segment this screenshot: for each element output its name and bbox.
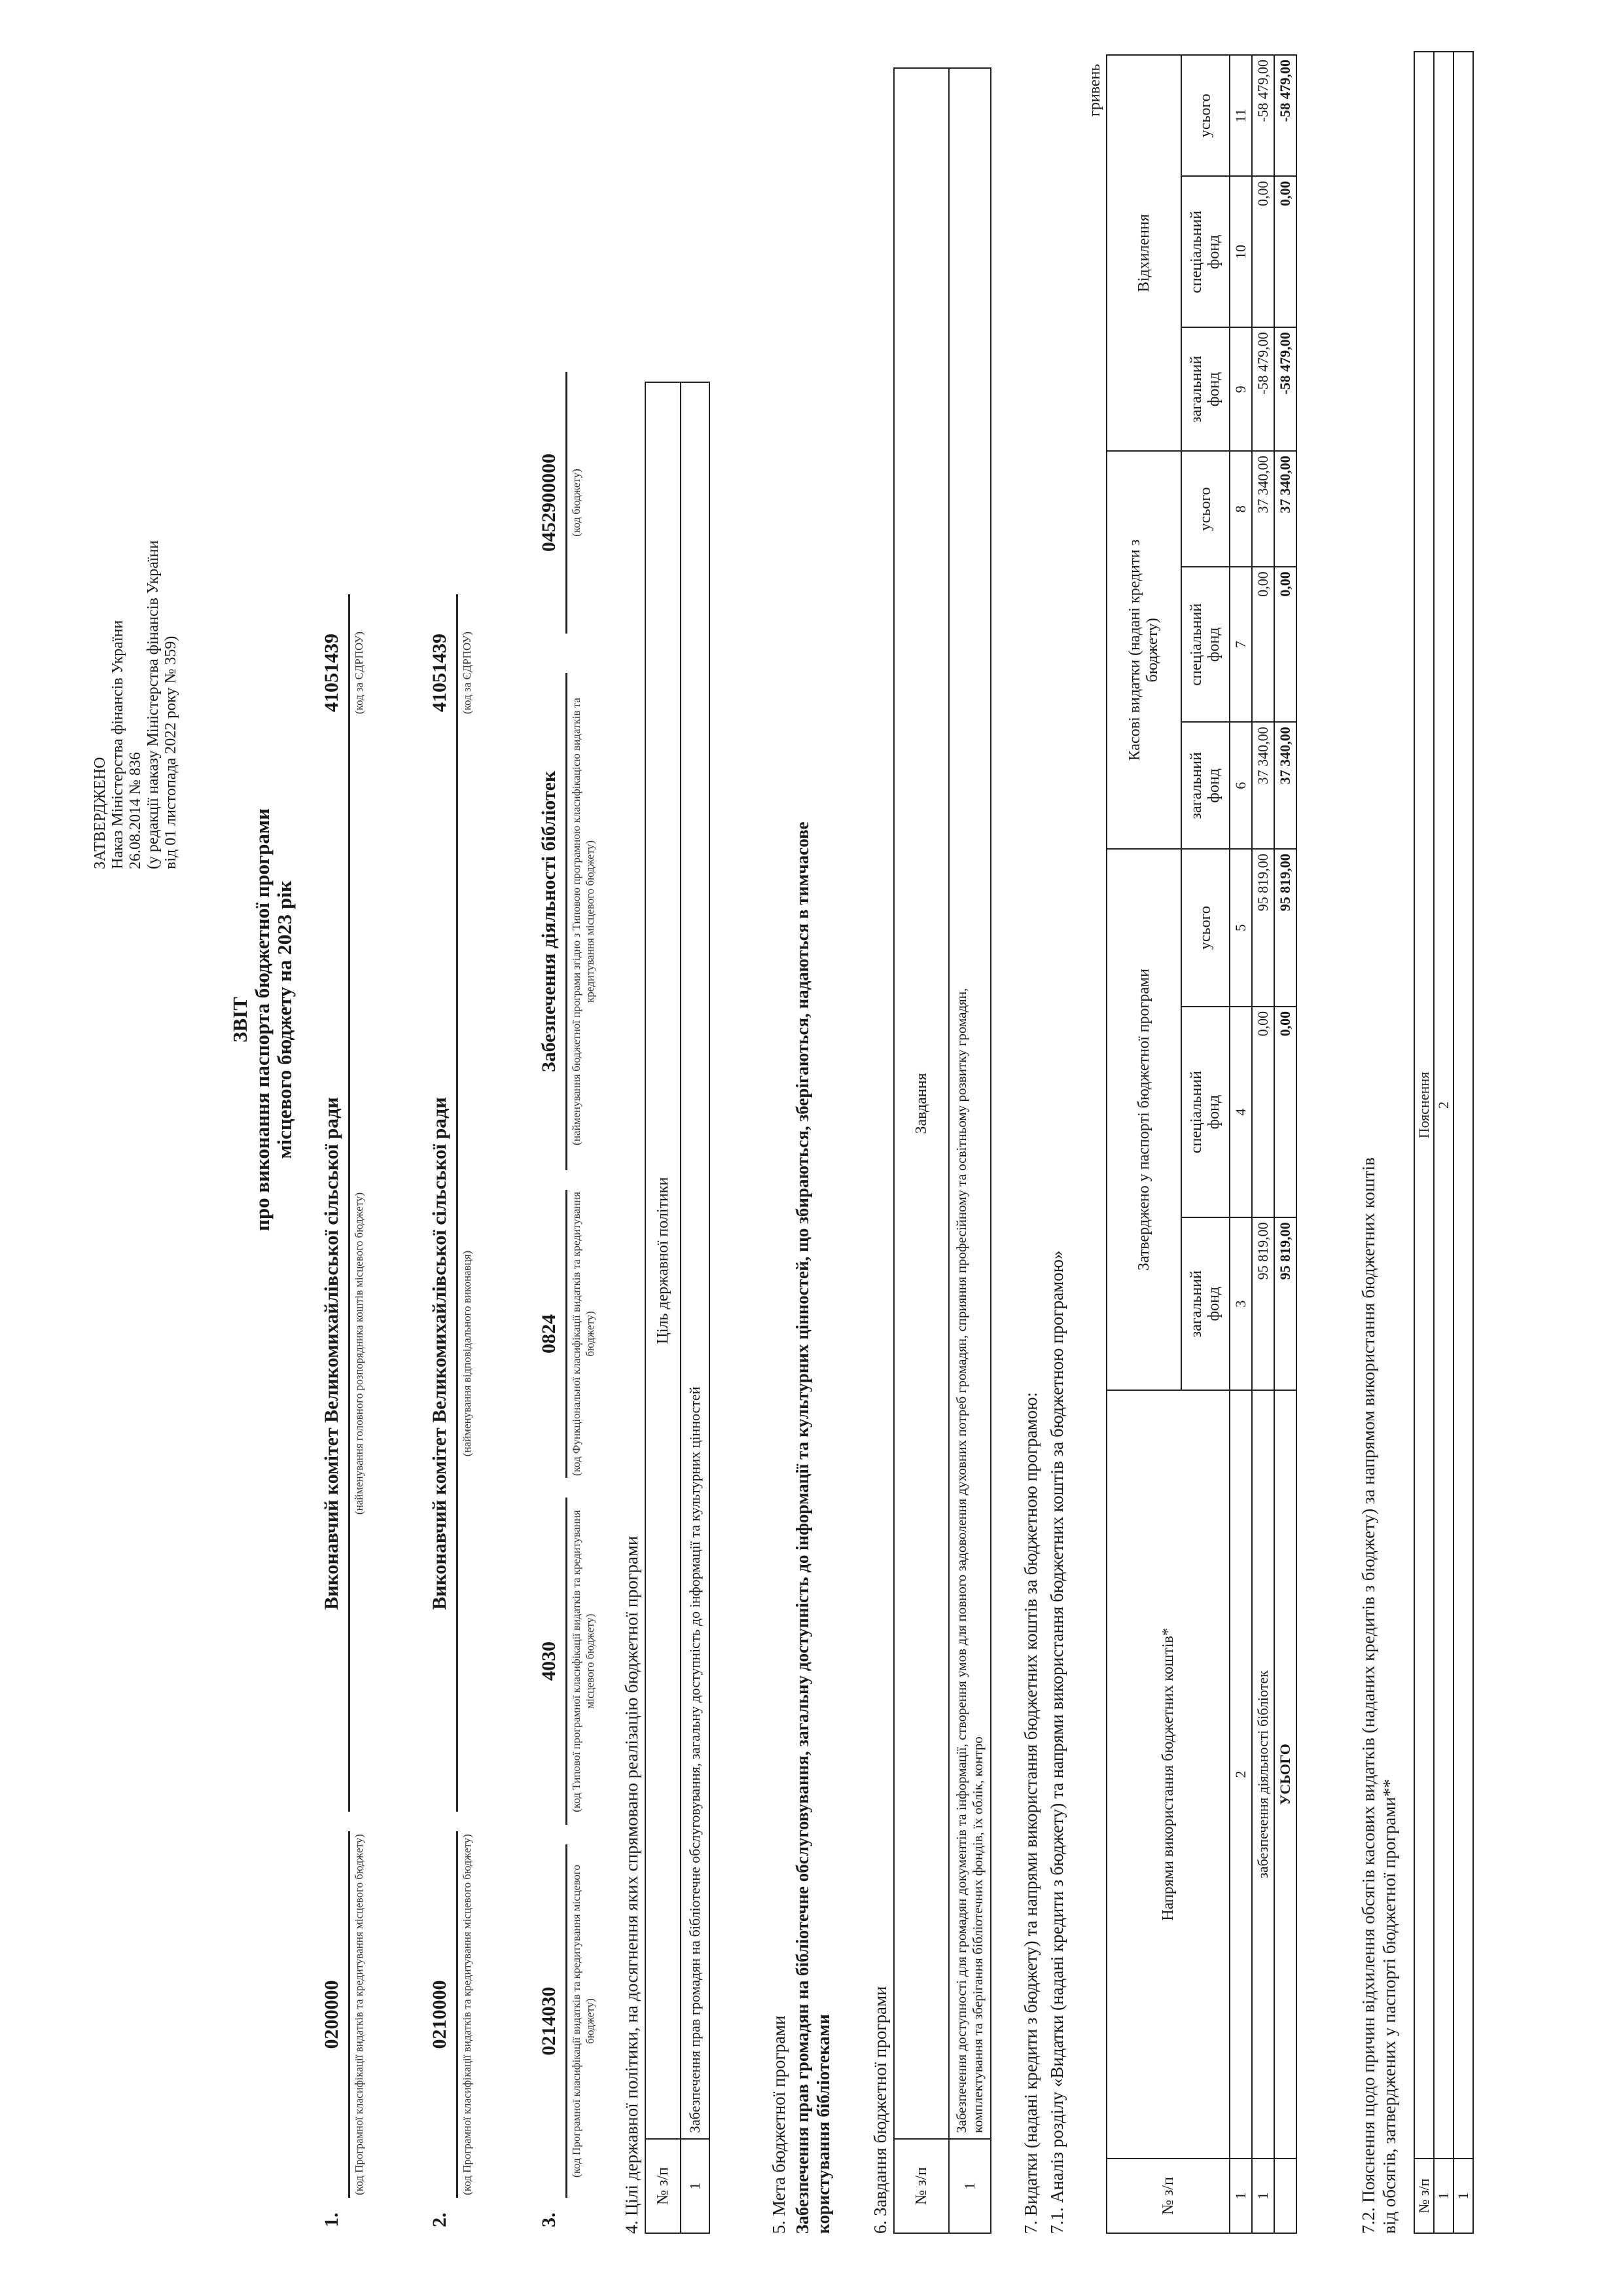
edrpou-caption-2: (код за ЄДРПОУ) [461, 631, 473, 715]
col-task-header: Завдання [894, 68, 949, 2139]
row-num: 1 [1454, 2159, 1473, 2233]
title-line: про виконання паспорта бюджетної програми [251, 808, 274, 1231]
value-cell: 95 819,00 [1252, 1217, 1274, 1390]
functional-code: 0824 [538, 1314, 560, 1354]
executor-name: Виконавчий комітет Великомихайлівської сільської ради [429, 1097, 450, 1610]
spec-fund-header [1181, 1007, 1230, 1217]
col-num-header: № з/п [1107, 2159, 1230, 2233]
col-goal-header: Ціль державної політики [645, 382, 681, 2139]
value-cell: 0,00 [1252, 1007, 1274, 1217]
colnum: 10 [1230, 176, 1252, 327]
approval-line: від 01 листопада 2022 року № 359) [162, 636, 179, 869]
section71-heading: 7.1. Аналіз розділу «Видатки (надані кредити з бюджету) та напрями використання бюджетних коштів за бюджетною програмою» [1047, 1250, 1067, 2234]
value-cell: 95 819,00 [1252, 849, 1274, 1007]
cash-header-line: бюджету) [1144, 618, 1161, 683]
program-goal [792, 270, 834, 2234]
section7-heading: 7. Видатки (надані кредити з бюджету) та напрями використання бюджетних коштів за бюджетною програмою: [1021, 1392, 1041, 2234]
h: фонд [1205, 1094, 1222, 1130]
colnum: 7 [1230, 567, 1252, 722]
col-num-header: № з/п [1414, 2159, 1434, 2233]
total-header: усього [1181, 451, 1230, 567]
goal-text: Забезпечення прав громадян на бібліотечне обслуговування, загальну доступність до інформації та культурних цінностей [681, 382, 709, 2139]
col-num-header: № з/п [645, 2139, 681, 2233]
manager-caption: (найменування головного розпорядника коштів місцевого бюджету) [353, 1192, 365, 1515]
h: спеціальний [1188, 603, 1205, 686]
section72-heading [1358, 1157, 1400, 2234]
value-cell: -58 479,00 [1252, 327, 1274, 451]
colnum: 8 [1230, 451, 1252, 567]
colnum: 6 [1230, 722, 1252, 849]
typical-caption: (код Типової програмної класифікації видатків та кредитування місцевого бюджету) [570, 1510, 596, 1812]
program-code-1: 0200000 [321, 1980, 342, 2049]
colnum: 2 [1434, 52, 1454, 2159]
value-cell: 0,00 [1252, 567, 1274, 722]
total-value: 0,00 [1274, 1007, 1296, 1217]
h: фонд [1205, 768, 1222, 803]
total-value: -58 479,00 [1274, 55, 1296, 176]
h: спеціальний [1188, 210, 1205, 293]
currency-label: гривень [1086, 63, 1103, 117]
policy-goals-table [645, 382, 710, 2234]
edrpou-code-2: 41051439 [429, 634, 450, 712]
value-cell: 0,00 [1252, 176, 1274, 327]
budget-caption: (код бюджету) [570, 469, 582, 537]
h: фонд [1205, 1286, 1222, 1321]
h: спеціальний [1188, 1071, 1205, 1154]
row-number-3: 3. [538, 2212, 560, 2227]
total-value: 37 340,00 [1274, 722, 1296, 849]
colnum: 11 [1230, 55, 1252, 176]
h: фонд [1205, 627, 1222, 662]
explanation-table [1414, 51, 1474, 2234]
total-value: 0,00 [1274, 176, 1296, 327]
total-header: усього [1181, 849, 1230, 1007]
section5-heading: 5. Мета бюджетної програми [769, 2015, 789, 2234]
colnum: 9 [1230, 327, 1252, 451]
expenditure-table [1106, 54, 1297, 2234]
edrpou-caption-1: (код за ЄДРПОУ) [353, 631, 365, 715]
functional-caption: (код Функціональної класифікації видатків та кредитування бюджету) [570, 1191, 596, 1477]
h: фонд [1205, 234, 1222, 270]
title-main: ЗВІТ [228, 997, 251, 1043]
total-value: 0,00 [1274, 567, 1296, 722]
col-cash-header [1107, 451, 1181, 849]
gen-fund-header [1181, 722, 1230, 849]
tasks-table [893, 67, 991, 2234]
approval-line: (у редакції наказу Міністерства фінансів України [145, 540, 162, 869]
edrpou-code-1: 41051439 [321, 634, 342, 712]
value-cell: 37 340,00 [1252, 451, 1274, 567]
total-header: усього [1181, 55, 1230, 176]
section72-line: 7.2. Пояснення щодо причин відхилення обсягів касових видатків (наданих кредитів з бюджету) за напрямом використання бюджетних коштів [1359, 1157, 1378, 2234]
program-code-3: 0214030 [538, 1986, 560, 2056]
colnum: 2 [1230, 1390, 1252, 2159]
row-num: 1 [949, 2139, 991, 2233]
colnum: 4 [1230, 1007, 1252, 1217]
h: загальний [1188, 752, 1205, 819]
colnum: 3 [1230, 1217, 1252, 1390]
program-name-caption: (найменування бюджетної програми згідно з Типовою програмною класифікацією видатків та кредитування місцевого бюджету) [570, 698, 596, 1145]
col-approved-header: Затверджено у паспорті бюджетної програми [1107, 849, 1181, 1390]
colnum: 1 [1434, 2159, 1454, 2233]
budget-code: 0452900000 [538, 454, 560, 552]
col-explanation-header: Пояснення [1414, 52, 1434, 2159]
row-num: 1 [1252, 2159, 1274, 2233]
row-number-1: 1. [321, 2212, 342, 2227]
title-line: місцевого бюджету на 2023 рік [273, 880, 296, 1159]
row-num [1274, 2159, 1296, 2233]
colnum: 5 [1230, 849, 1252, 1007]
section6-heading: 6. Завдання бюджетної програми [870, 1986, 890, 2234]
total-value: -58 479,00 [1274, 327, 1296, 451]
code-caption-2: (код Програмної класифікації видатків та кредитування місцевого бюджету) [461, 1834, 473, 2195]
gen-fund-header [1181, 327, 1230, 451]
executor-caption: (найменування відповідального виконавця) [461, 1250, 473, 1457]
column-numbers-row [1230, 55, 1252, 2233]
manager-name: Виконавчий комітет Великомихайлівської сільської ради [321, 1097, 342, 1610]
value-cell: -58 479,00 [1252, 55, 1274, 176]
section72-line: від обсягів, затверджених у паспорті бюджетної програми** [1380, 1779, 1399, 2234]
goal-line: Забезпечення прав громадян на бібліотечне обслуговування, загальну доступність до інформації та культурних цінностей, що збираються, зберігаються, надаються в тимчасове [793, 821, 812, 2234]
table-row [949, 68, 991, 2233]
h: загальний [1188, 1270, 1205, 1338]
row-number-2: 2. [429, 2212, 450, 2227]
total-value: 37 340,00 [1274, 451, 1296, 567]
h: загальний [1188, 355, 1205, 423]
code-caption-3: (код Програмної класифікації видатків та кредитування місцевого бюджету) [570, 1865, 596, 2178]
col-num-header: № з/п [894, 2139, 949, 2233]
value-cell: 37 340,00 [1252, 722, 1274, 849]
col-deviation-header: Відхилення [1107, 55, 1181, 451]
spec-fund-header [1181, 567, 1230, 722]
table-row [1454, 52, 1473, 2233]
direction-name: забезпечення діяльності бібліотек [1252, 1390, 1274, 2159]
h: фонд [1205, 372, 1222, 407]
explanation-text [1454, 52, 1473, 2159]
table-row [1252, 55, 1274, 2233]
section4-heading: 4. Цілі державної політики, на досягнення яких спрямовано реалізацію бюджетної програми [622, 1535, 641, 2234]
table-row [681, 382, 709, 2233]
approval-title: ЗАТВЕРДЖЕНО [92, 757, 109, 869]
total-label: УСЬОГО [1274, 1390, 1296, 2159]
gen-fund-header [1181, 1217, 1230, 1390]
task-line: комплектування та зберігання бібліотечних фондів, їх облік, контро [970, 1736, 986, 2133]
total-value: 95 819,00 [1274, 849, 1296, 1007]
code-caption-1: (код Програмної класифікації видатків та кредитування місцевого бюджету) [353, 1834, 365, 2195]
approval-line: Наказ Міністерства фінансів України [109, 620, 126, 869]
program-code-2: 0210000 [429, 1980, 450, 2049]
approval-block [92, 463, 180, 869]
goal-line: користування бібліотеками [813, 2014, 833, 2234]
report-title [229, 725, 296, 1314]
approval-line: 26.08.2014 № 836 [127, 752, 144, 869]
col-direction-header: Напрями використання бюджетних коштів* [1107, 1390, 1230, 2159]
cash-header-line: Касові видатки (надані кредити з [1126, 539, 1143, 761]
task-line: Забезпечення доступності для громадян документів та інформації, створення умов для повного задоволення духовних потреб громадян, сприяння професійному та освітньому розвитку громадян, [954, 988, 969, 2133]
total-row [1274, 55, 1296, 2233]
spec-fund-header [1181, 176, 1230, 327]
task-text [949, 68, 991, 2139]
total-value: 95 819,00 [1274, 1217, 1296, 1390]
colnum: 1 [1230, 2159, 1252, 2233]
program-name: Забезпечення діяльності бібліотек [538, 770, 560, 1073]
typical-program-code: 4030 [538, 1641, 560, 1681]
row-num: 1 [681, 2139, 709, 2233]
